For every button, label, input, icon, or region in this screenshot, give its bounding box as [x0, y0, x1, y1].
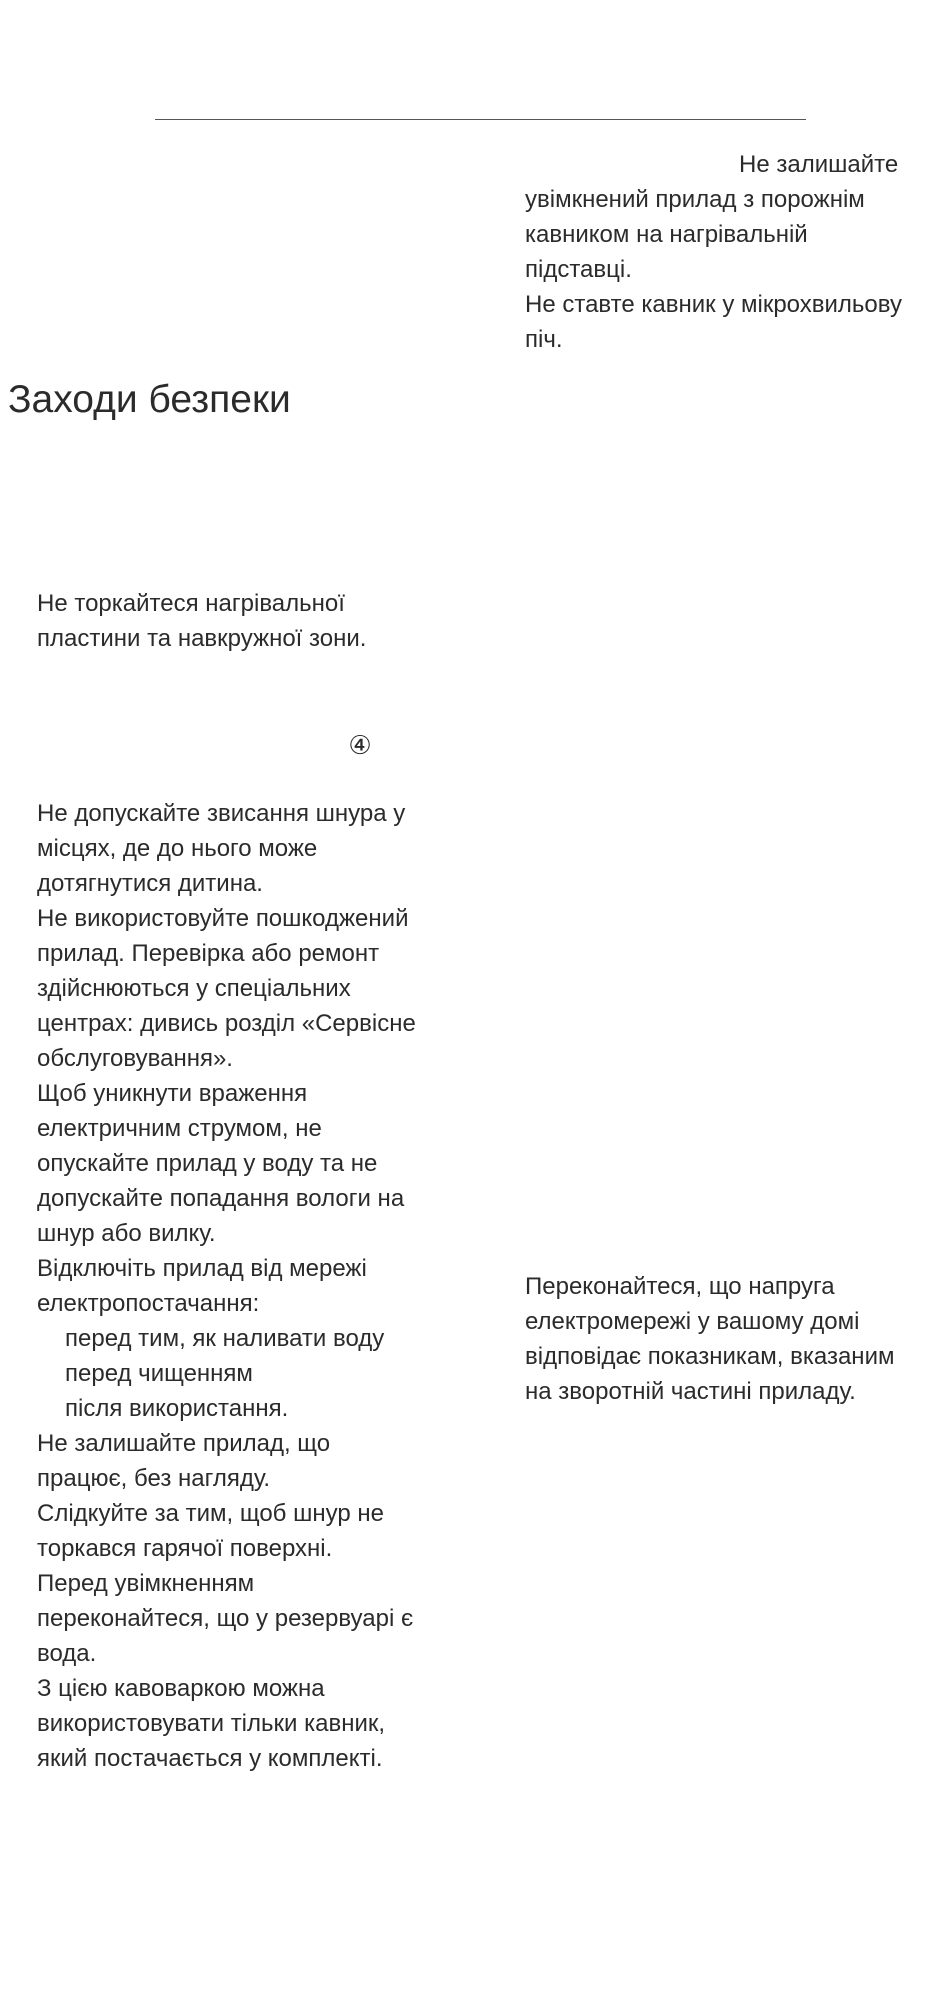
list-sub-item: після використання.: [65, 1395, 289, 1422]
text-line: З цією кавоваркою можна: [37, 1675, 325, 1702]
text-line: електромережі у вашому домі: [525, 1308, 860, 1335]
text-line: торкався гарячої поверхні.: [37, 1535, 333, 1562]
text-line: піч.: [525, 326, 563, 353]
text-line: який постачається у комплекті.: [37, 1745, 383, 1772]
text-line: увімкнений прилад з порожнім: [525, 186, 865, 213]
section-title: Заходи безпеки: [8, 378, 291, 421]
text-line: електричним струмом, не: [37, 1115, 322, 1142]
text-line: місцях, де до нього може: [37, 835, 318, 862]
list-sub-item: перед чищенням: [65, 1360, 253, 1387]
text-line: електропостачання:: [37, 1290, 260, 1317]
text-line: центрах: дивись розділ «Сервісне: [37, 1010, 416, 1037]
text-line: використовувати тільки кавник,: [37, 1710, 386, 1737]
text-line: Перед увімкненням: [37, 1570, 255, 1597]
text-line: Не допускайте звисання шнура у: [37, 800, 406, 827]
text-line: обслуговування».: [37, 1045, 233, 1072]
top-warning-text: [525, 147, 902, 357]
text-line: на зворотній частині приладу.: [525, 1378, 856, 1405]
hot-plate-warning-text: [37, 586, 366, 656]
voltage-note-text: [525, 1269, 894, 1409]
text-line: працює, без нагляду.: [37, 1465, 271, 1492]
text-line: кавником на нагрівальній: [525, 221, 808, 248]
text-line: прилад. Перевірка або ремонт: [37, 940, 380, 967]
text-line: шнур або вилку.: [37, 1220, 216, 1247]
text-line: Не залишайте: [739, 151, 899, 178]
text-line: Не торкайтеся нагрівальної: [37, 590, 345, 617]
text-line: дотягнутися дитина.: [37, 870, 263, 897]
text-line: Слідкуйте за тим, щоб шнур не: [37, 1500, 384, 1527]
text-line: опускайте прилад у воду та не: [37, 1150, 378, 1177]
text-line: Не використовуйте пошкоджений: [37, 905, 409, 932]
text-line: Відключіть прилад від мережі: [37, 1255, 367, 1282]
text-line: Щоб уникнути враження: [37, 1080, 308, 1107]
step-number-marker: ④: [348, 730, 372, 760]
text-line: пластини та навкружної зони.: [37, 625, 367, 652]
text-line: Переконайтеся, що напруга: [525, 1273, 835, 1300]
header-divider: [155, 119, 806, 120]
text-line: переконайтеся, що у резервуарі є: [37, 1605, 414, 1632]
list-sub-item: перед тим, як наливати воду: [65, 1325, 385, 1352]
safety-instructions-list: [37, 796, 416, 1776]
text-line: допускайте попадання вологи на: [37, 1185, 405, 1212]
text-line: відповідає показникам, вказаним: [525, 1343, 895, 1370]
text-line: здійснюються у спеціальних: [37, 975, 351, 1002]
text-line: Не залишайте прилад, що: [37, 1430, 331, 1457]
text-line: підставці.: [525, 256, 632, 283]
text-line: Не ставте кавник у мікрохвильову: [525, 291, 902, 318]
text-line: вода.: [37, 1640, 97, 1667]
